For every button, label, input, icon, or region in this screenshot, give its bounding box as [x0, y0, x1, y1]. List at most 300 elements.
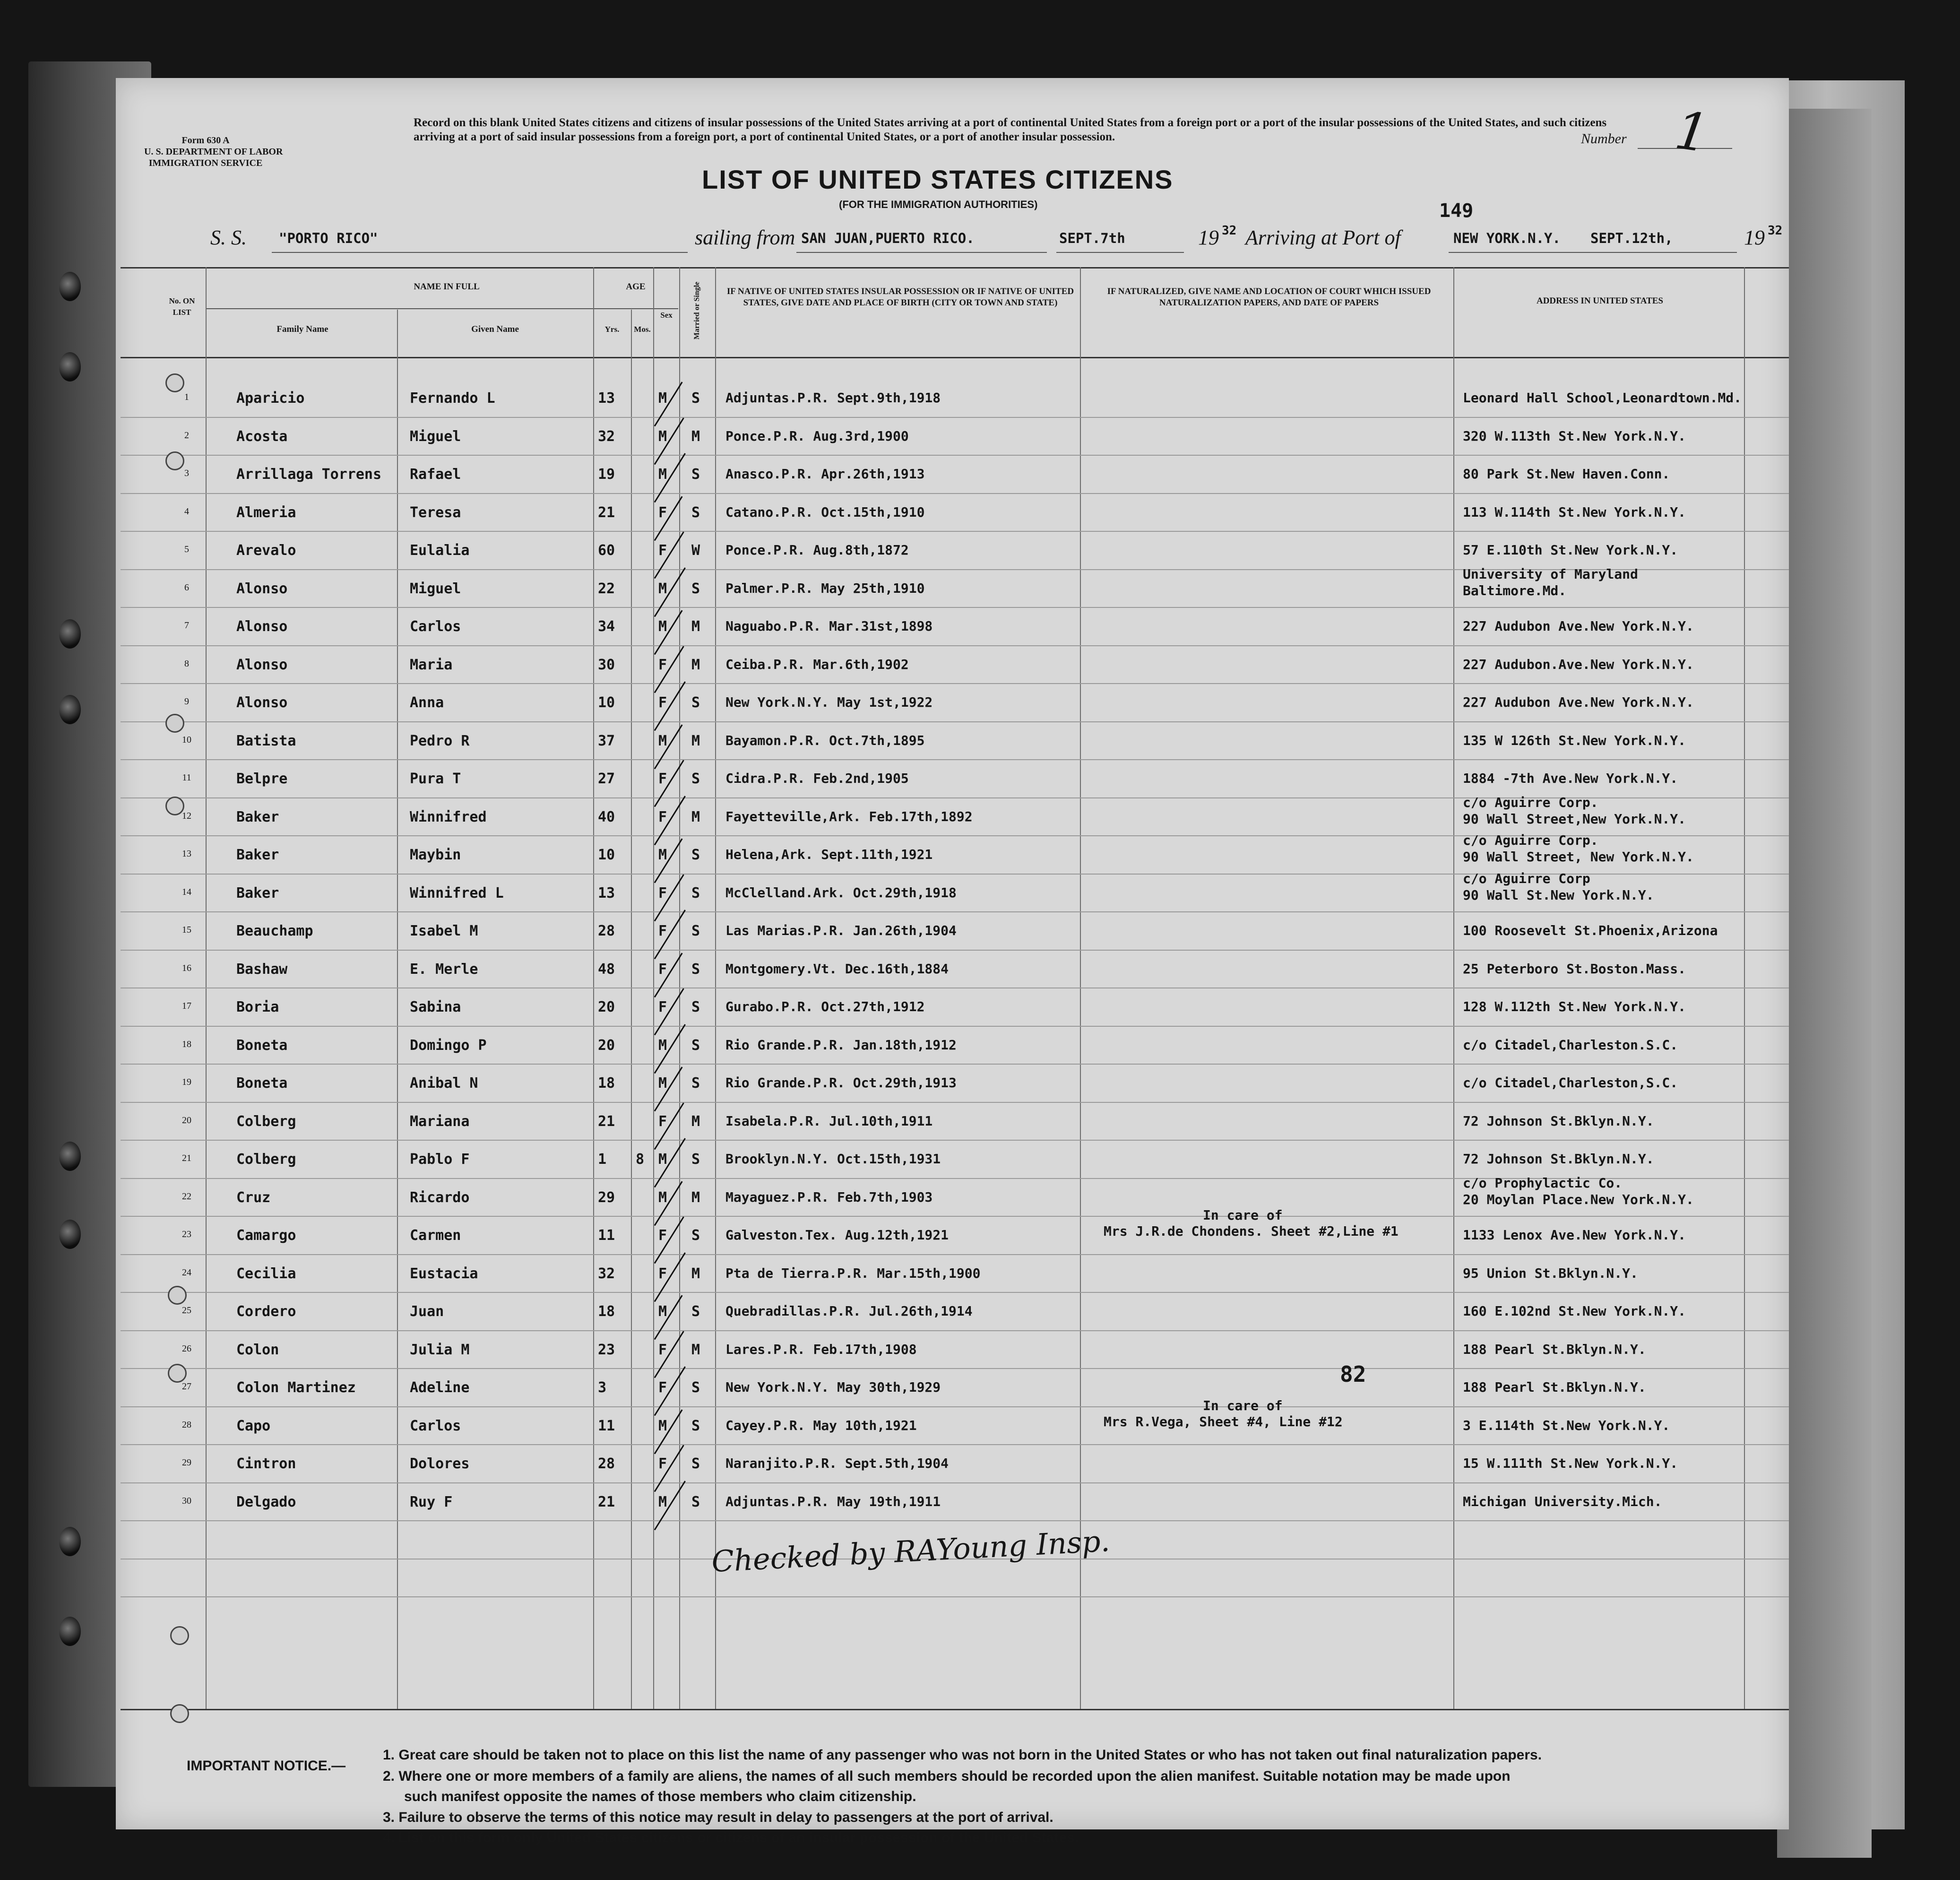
given-name: Dolores: [410, 1455, 470, 1472]
age-sub-rule: [593, 308, 678, 309]
birth-place-date: Anasco.P.R. Apr.26th,1913: [725, 466, 925, 482]
arrival-date: SEPT.12th,: [1590, 230, 1673, 246]
us-address: c/o Aguirre Corp.: [1463, 832, 1598, 848]
marital-status: M: [691, 732, 700, 749]
sex: M: [658, 1493, 667, 1510]
row-rule: [121, 721, 1789, 722]
underlying-page: [1777, 109, 1872, 1858]
family-name: Belpre: [236, 771, 288, 787]
us-address: 113 W.114th St.New York.N.Y.: [1463, 504, 1686, 520]
marital-status: S: [691, 694, 700, 711]
us-address: 15 W.111th St.New York.N.Y.: [1463, 1455, 1678, 1471]
row-number: 21: [182, 1153, 191, 1163]
row-number: 16: [182, 962, 191, 973]
marital-status: M: [691, 618, 700, 635]
age-years: 10: [598, 694, 615, 711]
birth-place-date: Bayamon.P.R. Oct.7th,1895: [725, 732, 925, 748]
family-name: Colberg: [236, 1113, 296, 1130]
instructions-text: Record on this blank United States citizens and citizens of insular possessions of the United States arriving at a port of continental United States from a foreign port or a port of the insular possessions of the United States, and such citizens arriving at a port of said insular possessions from a foreign port, a port of continental United States, or a port of another insular possession.: [414, 116, 1607, 143]
given-name: Pura T: [410, 771, 461, 787]
form-number: Form 630 A: [181, 135, 230, 146]
age-years: 18: [598, 1075, 615, 1092]
family-name: Colon: [236, 1341, 279, 1358]
row-rule: [121, 1254, 1789, 1255]
notice-heading: IMPORTANT NOTICE.—: [187, 1758, 346, 1774]
family-name: Capo: [236, 1417, 271, 1434]
binder-ring: [59, 272, 81, 301]
notice-item-2-cont: such manifest opposite the names of those members who claim citizenship.: [404, 1789, 916, 1804]
sex: F: [658, 542, 667, 559]
us-address: 1133 Lenox Ave.New York.N.Y.: [1463, 1227, 1686, 1243]
punch-hole: [168, 1286, 187, 1305]
marital-status: S: [691, 466, 700, 483]
birth-place-date: Rio Grande.P.R. Jan.18th,1912: [725, 1037, 957, 1053]
col-divider: [631, 310, 632, 1709]
sex: F: [658, 656, 667, 673]
us-address: 25 Peterboro St.Boston.Mass.: [1463, 961, 1686, 977]
given-name: Maybin: [410, 847, 461, 863]
given-name: Ricardo: [410, 1189, 470, 1206]
age-years: 30: [598, 656, 615, 673]
marital-status: S: [691, 1227, 700, 1244]
marital-status: S: [691, 771, 700, 787]
given-name: Rafael: [410, 466, 461, 483]
sex: M: [658, 732, 667, 749]
us-address: 1884 -7th Ave.New York.N.Y.: [1463, 771, 1678, 786]
ship-name: "PORTO RICO": [279, 230, 378, 246]
binder-ring: [59, 1220, 81, 1249]
birth-place-date: Brooklyn.N.Y. Oct.15th,1931: [725, 1151, 941, 1167]
notice-item-1: 1. Great care should be taken not to place on this list the name of any passenger who was not born in the United States or who has not taken out final naturalization papers.: [383, 1747, 1542, 1763]
punch-hole: [165, 451, 184, 470]
sex: F: [658, 1113, 667, 1130]
date-underline: [1056, 252, 1184, 253]
row-number: 10: [182, 734, 191, 745]
row-rule: [121, 1330, 1789, 1331]
marital-status: M: [691, 656, 700, 673]
naturalization-note: Mrs R.Vega, Sheet #4, Line #12: [1104, 1413, 1343, 1429]
marital-status: W: [691, 542, 700, 559]
family-name: Cecilia: [236, 1265, 296, 1282]
row-number: 26: [182, 1343, 191, 1354]
birth-place-date: Isabela.P.R. Jul.10th,1911: [725, 1113, 933, 1129]
age-years: 48: [598, 961, 615, 978]
punch-hole: [170, 1704, 189, 1723]
marital-status: S: [691, 1493, 700, 1510]
binder-ring: [59, 352, 81, 381]
row-number: 7: [184, 620, 189, 631]
us-address: Baltimore.Md.: [1463, 582, 1567, 598]
age-years: 11: [598, 1417, 615, 1434]
birth-place-date: Adjuntas.P.R. May 19th,1911: [725, 1493, 941, 1509]
row-number: 3: [184, 468, 189, 478]
row-rule: [121, 1216, 1789, 1217]
marital-status: S: [691, 999, 700, 1015]
age-years: 13: [598, 390, 615, 407]
table-bottom-rule: [121, 1709, 1789, 1710]
family-name: Acosta: [236, 428, 288, 445]
row-rule: [121, 1368, 1789, 1369]
row-number: 29: [182, 1457, 191, 1468]
sex: F: [658, 1379, 667, 1396]
us-address: 90 Wall Street, New York.N.Y.: [1463, 849, 1694, 865]
age-years: 28: [598, 923, 615, 939]
family-name: Camargo: [236, 1227, 296, 1244]
us-address: Michigan University.Mich.: [1463, 1493, 1662, 1509]
age-years: 37: [598, 732, 615, 749]
row-number: 4: [184, 506, 189, 517]
age-years: 18: [598, 1303, 615, 1320]
col-header-yrs: Yrs.: [604, 325, 620, 334]
row-rule: [121, 531, 1789, 532]
port-underline: [796, 252, 1047, 253]
row-number: 8: [184, 658, 189, 669]
col-header-given-name: Given Name: [471, 324, 519, 334]
us-address: 57 E.110th St.New York.N.Y.: [1463, 542, 1678, 558]
sex: M: [658, 1189, 667, 1206]
binder-ring: [59, 695, 81, 724]
age-years: 40: [598, 808, 615, 825]
sailing-year: 32: [1222, 224, 1237, 238]
sex: F: [658, 1455, 667, 1472]
binder-ring: [59, 619, 81, 649]
age-years: 11: [598, 1227, 615, 1244]
print-code: 14-314: [1368, 1833, 1389, 1840]
us-address: 72 Johnson St.Bklyn.N.Y.: [1463, 1151, 1654, 1167]
family-name: Cruz: [236, 1189, 271, 1206]
given-name: Fernando L: [410, 390, 495, 407]
family-name: Boria: [236, 999, 279, 1015]
row-rule: [121, 1520, 1789, 1521]
family-name: Colberg: [236, 1151, 296, 1168]
us-address: 188 Pearl St.Bklyn.N.Y.: [1463, 1379, 1646, 1395]
given-name: Adeline: [410, 1379, 470, 1396]
given-name: Miguel: [410, 428, 461, 445]
age-years: 20: [598, 999, 615, 1015]
sex: M: [658, 1303, 667, 1320]
birth-place-date: Palmer.P.R. May 25th,1910: [725, 580, 925, 596]
punch-hole: [165, 797, 184, 815]
given-name: Winnifred: [410, 808, 487, 825]
row-rule: [121, 417, 1789, 418]
binder-ring: [59, 1142, 81, 1171]
row-rule: [121, 1292, 1789, 1293]
row-rule: [121, 1444, 1789, 1445]
marital-status: S: [691, 1379, 700, 1396]
us-address: 227 Audubon.Ave.New York.N.Y.: [1463, 656, 1694, 672]
age-years: 60: [598, 542, 615, 559]
given-name: Anibal N: [410, 1075, 478, 1092]
sex: F: [658, 999, 667, 1015]
sex: F: [658, 884, 667, 901]
marital-status: S: [691, 961, 700, 978]
row-number: 2: [184, 430, 189, 441]
row-rule: [121, 493, 1789, 494]
row-rule: [121, 1064, 1789, 1065]
manifest-sheet: [116, 78, 1789, 1845]
age-years: 28: [598, 1455, 615, 1472]
binder-ring: [59, 1617, 81, 1646]
row-number: 25: [182, 1305, 191, 1316]
row-rule: [121, 1406, 1789, 1407]
family-name: Colon Martinez: [236, 1379, 356, 1396]
punch-hole: [165, 714, 184, 733]
age-years: 22: [598, 580, 615, 597]
age-years: 19: [598, 466, 615, 483]
birth-place-date: Helena,Ark. Sept.11th,1921: [725, 847, 933, 862]
family-name: Aparicio: [236, 390, 305, 407]
given-name: Domingo P: [410, 1037, 487, 1054]
birth-place-date: Galveston.Tex. Aug.12th,1921: [725, 1227, 949, 1243]
departure-port: SAN JUAN,PUERTO RICO.: [801, 230, 975, 246]
col-header-family-name: Family Name: [276, 324, 328, 334]
age-years: 3: [598, 1379, 607, 1396]
notice-item-2: 2. Where one or more members of a family are aliens, the names of all such members should be recorded upon the alien manifest. Suitable notation may be made upon: [383, 1768, 1511, 1784]
given-name: Pablo F: [410, 1151, 470, 1168]
sailing-date: SEPT.7th: [1059, 230, 1125, 246]
marital-status: M: [691, 1341, 700, 1358]
given-name: Winnifred L: [410, 884, 504, 901]
department-name: U. S. DEPARTMENT OF LABOR: [144, 147, 283, 157]
birth-place-date: New York.N.Y. May 30th,1929: [725, 1379, 941, 1395]
marital-status: M: [691, 428, 700, 445]
family-name: Alonso: [236, 694, 288, 711]
sex: F: [658, 808, 667, 825]
sex: M: [658, 390, 667, 407]
age-years: 20: [598, 1037, 615, 1054]
family-name: Boneta: [236, 1037, 288, 1054]
us-address: c/o Aguirre Corp: [1463, 870, 1590, 886]
marital-status: S: [691, 847, 700, 863]
sex: M: [658, 847, 667, 863]
row-rule: [121, 455, 1789, 456]
row-number: 24: [182, 1267, 191, 1278]
row-number: 30: [182, 1495, 191, 1506]
marital-status: S: [691, 1303, 700, 1320]
birth-place-date: Mayaguez.P.R. Feb.7th,1903: [725, 1189, 933, 1205]
arriving-label: Arriving at Port of: [1245, 226, 1401, 249]
marital-status: M: [691, 1113, 700, 1130]
birth-place-date: Cayey.P.R. May 10th,1921: [725, 1417, 917, 1433]
sex: M: [658, 428, 667, 445]
row-number: 22: [182, 1191, 191, 1202]
birth-place-date: Rio Grande.P.R. Oct.29th,1913: [725, 1075, 957, 1091]
family-name: Boneta: [236, 1075, 288, 1092]
row-rule: [121, 1596, 1789, 1597]
given-name: Maria: [410, 656, 453, 673]
birth-place-date: Ceiba.P.R. Mar.6th,1902: [725, 656, 909, 672]
birth-place-date: Cidra.P.R. Feb.2nd,1905: [725, 771, 909, 786]
birth-place-date: Naguabo.P.R. Mar.31st,1898: [725, 618, 933, 634]
age-years: 27: [598, 771, 615, 787]
age-years: 21: [598, 1493, 615, 1510]
us-address: 3 E.114th St.New York.N.Y.: [1463, 1417, 1670, 1433]
row-number: 5: [184, 544, 189, 554]
row-number: 14: [182, 886, 191, 897]
us-address: 188 Pearl St.Bklyn.N.Y.: [1463, 1341, 1646, 1357]
form-id-block: [144, 135, 283, 169]
marital-status: S: [691, 390, 700, 407]
sex: F: [658, 694, 667, 711]
family-name: Cintron: [236, 1455, 296, 1472]
row-number: 20: [182, 1115, 191, 1126]
ss-label: S. S.: [210, 226, 247, 249]
row-number: 23: [182, 1229, 191, 1239]
sex: F: [658, 771, 667, 787]
sex: F: [658, 1341, 667, 1358]
row-number: 27: [182, 1381, 191, 1392]
sex: M: [658, 1075, 667, 1092]
col-header-married-or-single: Married or Single: [693, 281, 701, 340]
marital-status: S: [691, 1151, 700, 1168]
number-label: Number: [1581, 131, 1627, 147]
age-years: 34: [598, 618, 615, 635]
col-header-age: AGE: [626, 282, 646, 292]
arrival-port: NEW YORK.N.Y.: [1453, 230, 1561, 246]
naturalization-note: In care of: [1203, 1397, 1283, 1413]
us-address: University of Maryland: [1463, 566, 1638, 582]
given-name: Miguel: [410, 580, 461, 597]
row-number: 17: [182, 1001, 191, 1011]
us-address: 72 Johnson St.Bklyn.N.Y.: [1463, 1113, 1654, 1129]
sex: F: [658, 1265, 667, 1282]
col-divider: [397, 310, 398, 1709]
given-name: E. Merle: [410, 961, 478, 978]
birth-place-date: Adjuntas.P.R. Sept.9th,1918: [725, 390, 941, 406]
sex: M: [658, 1151, 667, 1168]
table-top-rule: [121, 267, 1789, 269]
sex: M: [658, 1417, 667, 1434]
us-address: 95 Union St.Bklyn.N.Y.: [1463, 1265, 1638, 1281]
us-address: 90 Wall Street,New York.N.Y.: [1463, 811, 1686, 827]
sailing-year-prefix: 19: [1198, 226, 1219, 249]
col-header-name-in-full: NAME IN FULL: [414, 282, 480, 292]
age-years: 21: [598, 504, 615, 521]
family-name: Baker: [236, 884, 279, 901]
arrival-year: 32: [1768, 224, 1783, 238]
notice-item-3: 3. Failure to observe the terms of this notice may result in delay to passengers at the port of arrival.: [383, 1810, 1053, 1825]
row-rule: [121, 1482, 1789, 1483]
given-name: Juan: [410, 1303, 444, 1320]
row-rule: [121, 1102, 1789, 1103]
given-name: Ruy F: [410, 1493, 453, 1510]
family-name: Arevalo: [236, 542, 296, 559]
sex: M: [658, 580, 667, 597]
number-value: 1: [1671, 99, 1713, 165]
marital-status: M: [691, 1265, 700, 1282]
family-name: Alonso: [236, 656, 288, 673]
margin-note: 82: [1340, 1361, 1366, 1387]
age-years: 10: [598, 847, 615, 863]
birth-place-date: Ponce.P.R. Aug.8th,1872: [725, 542, 909, 558]
page-number: 149: [1439, 200, 1474, 222]
binder-ring: [59, 1527, 81, 1556]
birth-place-date: Naranjito.P.R. Sept.5th,1904: [725, 1455, 949, 1471]
sex: F: [658, 504, 667, 521]
birth-place-date: Ponce.P.R. Aug.3rd,1900: [725, 428, 909, 444]
birth-place-date: New York.N.Y. May 1st,1922: [725, 694, 933, 710]
marital-status: S: [691, 923, 700, 939]
given-name: Pedro R: [410, 732, 470, 749]
age-years: 21: [598, 1113, 615, 1130]
marital-status: S: [691, 1037, 700, 1054]
age-years: 23: [598, 1341, 615, 1358]
birth-place-date: Quebradillas.P.R. Jul.26th,1914: [725, 1303, 973, 1319]
us-address: c/o Aguirre Corp.: [1463, 794, 1598, 810]
family-name: Bashaw: [236, 961, 288, 978]
sex: M: [658, 466, 667, 483]
birth-place-date: Catano.P.R. Oct.15th,1910: [725, 504, 925, 520]
col-header-birth: IF NATIVE OF UNITED STATES INSULAR POSSESSION OR IF NATIVE OF UNITED STATES, GIVE DATE AND PLACE OF BIRTH (CITY OR TOWN AND STATE): [726, 286, 1074, 308]
age-months: 8: [636, 1151, 645, 1168]
naturalization-note: Mrs J.R.de Chondens. Sheet #2,Line #1: [1104, 1223, 1399, 1239]
row-number: 13: [182, 849, 191, 859]
name-sub-rule: [206, 308, 612, 309]
family-name: Beauchamp: [236, 923, 313, 939]
punch-hole: [170, 1626, 189, 1645]
marital-status: M: [691, 808, 700, 825]
ship-underline: [272, 252, 688, 253]
given-name: Eustacia: [410, 1265, 478, 1282]
sex: M: [658, 1037, 667, 1054]
given-name: Carlos: [410, 1417, 461, 1434]
row-number: 15: [182, 925, 191, 935]
punch-hole: [165, 373, 184, 392]
header-bottom-rule: [121, 357, 1789, 358]
sex: F: [658, 961, 667, 978]
arrival-underline: [1449, 252, 1737, 253]
marital-status: S: [691, 1417, 700, 1434]
us-address: 90 Wall St.New York.N.Y.: [1463, 887, 1654, 903]
notice-item-4: 4. List on this form only United States citizens or citizens of an insular possession of the United States.: [383, 1830, 1079, 1845]
row-rule: [121, 645, 1789, 646]
birth-place-date: Las Marias.P.R. Jan.26th,1904: [725, 923, 957, 938]
col-header-mos: Mos.: [634, 325, 651, 334]
us-address: 320 W.113th St.New York.N.Y.: [1463, 428, 1686, 444]
inspector-signature: Checked by RAYoung Insp.: [710, 1523, 1111, 1579]
us-address: 100 Roosevelt St.Phoenix,Arizona: [1463, 923, 1718, 938]
us-address: 20 Moylan Place.New York.N.Y.: [1463, 1191, 1694, 1207]
row-rule: [121, 1140, 1789, 1141]
row-rule: [121, 683, 1789, 684]
family-name: Baker: [236, 847, 279, 863]
family-name: Cordero: [236, 1303, 296, 1320]
given-name: Carmen: [410, 1227, 461, 1244]
col-header-no: No. ON LIST: [169, 296, 195, 317]
row-rule: [121, 911, 1789, 912]
marital-status: S: [691, 884, 700, 901]
row-number: 9: [184, 696, 189, 707]
given-name: Julia M: [410, 1341, 470, 1358]
sex: F: [658, 923, 667, 939]
us-address: 227 Audubon Ave.New York.N.Y.: [1463, 694, 1694, 710]
col-header-sex: Sex: [660, 311, 673, 320]
row-number: 1: [184, 392, 189, 402]
marital-status: M: [691, 1189, 700, 1206]
birth-place-date: Fayetteville,Ark. Feb.17th,1892: [725, 808, 973, 824]
age-years: 29: [598, 1189, 615, 1206]
row-number: 19: [182, 1077, 191, 1087]
marital-status: S: [691, 1455, 700, 1472]
birth-place-date: McClelland.Ark. Oct.29th,1918: [725, 884, 957, 901]
row-number: 28: [182, 1419, 191, 1430]
us-address: c/o Prophylactic Co.: [1463, 1175, 1623, 1191]
birth-place-date: Lares.P.R. Feb.17th,1908: [725, 1341, 917, 1357]
row-number: 12: [182, 810, 191, 821]
given-name: Teresa: [410, 504, 461, 521]
arrival-year-prefix: 19: [1744, 226, 1765, 249]
given-name: Sabina: [410, 999, 461, 1015]
